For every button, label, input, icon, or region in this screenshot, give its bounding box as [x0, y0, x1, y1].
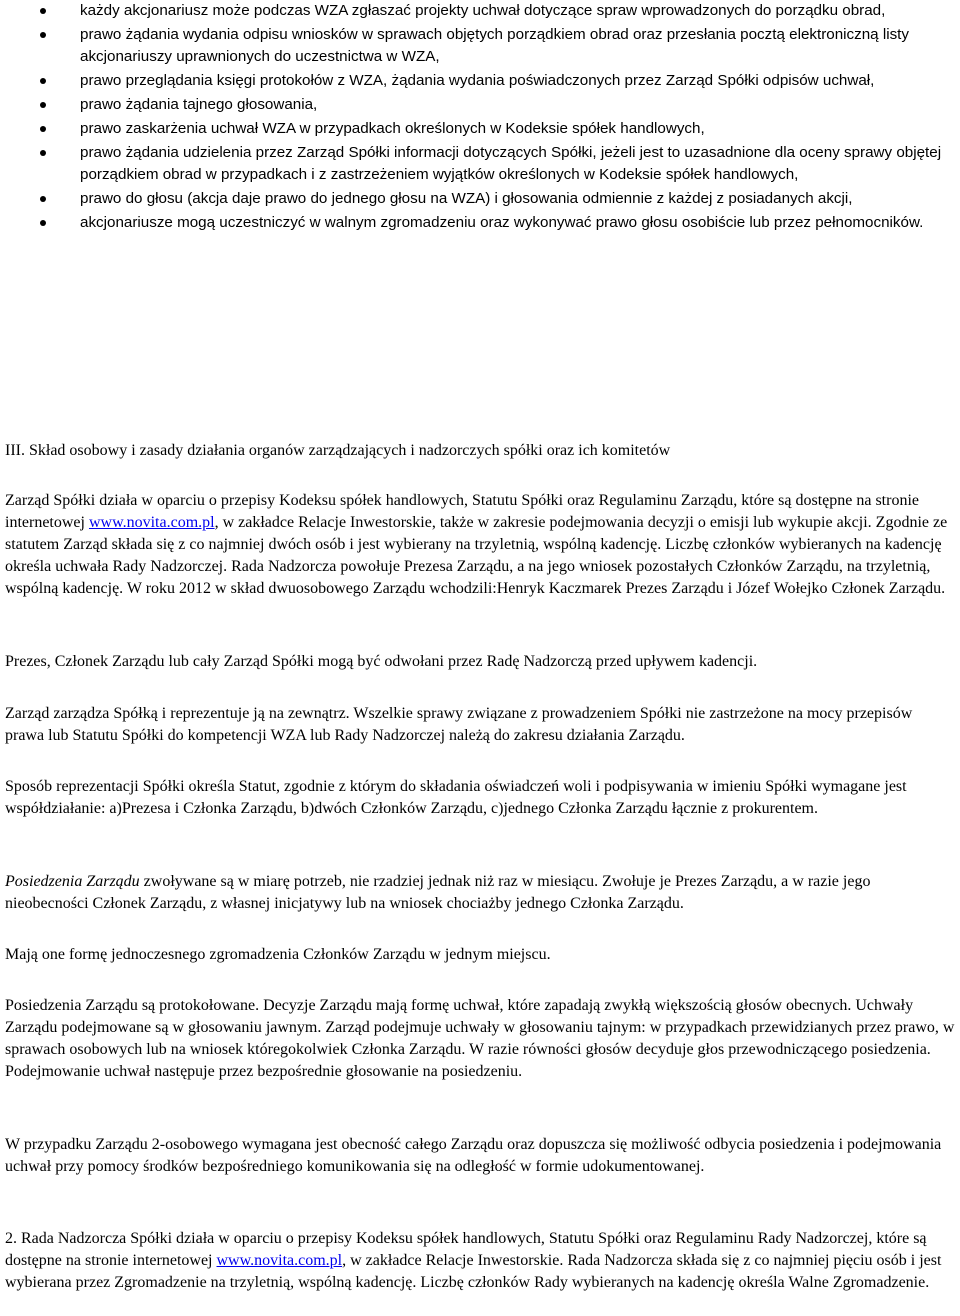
bullet-icon [40, 32, 46, 38]
list-item-text: prawo żądania udzielenia przez Zarząd Spółki informacji dotyczących Spółki, jeżeli jest to uzasadnione dla oceny sprawy objętej porządkiem obrad w przypadkach i z zastrzeżeniem wyjątków określonych w Kodeksie spółek handlowych, [80, 144, 942, 183]
list-item [0, 24, 960, 68]
bullet-icon [40, 220, 46, 226]
list-item-text: prawo zaskarżenia uchwał WZA w przypadkach określonych w Kodeksie spółek handlowych, [80, 120, 705, 137]
paragraph-two-person-board: W przypadku Zarządu 2-osobowego wymagana jest obecność całego Zarządu oraz dopuszcza się możliwość odbycia posiedzenia i podejmowania uchwał przy pomocy środków bezpośredniego komunikowania się na odległość w formie udokumentowanej. [5, 1136, 942, 1175]
section-heading: III. Skład osobowy i zasady działania organów zarządzających i nadzorczych spółki oraz ich komitetów [5, 442, 671, 459]
bullet-icon [40, 8, 46, 14]
paragraph-supervisory-board [5, 1228, 955, 1294]
italic-term: Posiedzenia Zarządu [5, 873, 140, 890]
paragraph-dismissal: Prezes, Członek Zarządu lub cały Zarząd Spółki mogą być odwołani przez Radę Nadzorczą przed upływem kadencji. [5, 653, 758, 670]
list-item-text: prawo do głosu (akcja daje prawo do jednego głosu na WZA) i głosowania odmiennie z każdej z posiadanych akcji, [80, 190, 853, 207]
list-item-text: prawo żądania wydania odpisu wniosków w sprawach objętych porządkiem obrad oraz przesłania pocztą elektroniczną listy akcjonariuszy uprawnionych do uczestnictwa w WZA, [80, 26, 909, 65]
paragraph-text: 2. Rada Nadzorcza Spółki działa w oparciu o przepisy Kodeksu spółek handlowych, Statutu Spółki oraz Regulaminu Rady Nadzorczej, które są dostępne na stronie internetowej [5, 1230, 927, 1269]
list-item [0, 212, 960, 234]
list-item [0, 94, 960, 116]
paragraph-text: , w zakładce Relacje Inwestorskie, także w zakresie podejmowania decyzji o emisji lub wykupie akcji. Zgodnie ze statutem Zarząd składa się z co najmniej dwóch osób i jest wybierany na trzyletnią, wspólną kadencję. Liczbę członków wybieranych na kadencję określa uchwała Rady Nadzorczej. Rada Nadzorcza powołuje Prezesa Zarządu, a na jego wniosek pozostałych Członków Zarządu, na trzyletnią, wspólną kadencję. W roku 2012 w skład dwuosobowego Zarządu wchodzili:Henryk Kaczmarek Prezes Zarządu i Józef Wołejko Członek Zarządu. [5, 514, 948, 597]
website-link[interactable]: www.novita.com.pl [216, 1252, 343, 1269]
bullet-icon [40, 102, 46, 108]
shareholder-rights-list [0, 0, 960, 236]
paragraph-text: , w zakładce Relacje Inwestorskie. Rada Nadzorcza składa się z co najmniej pięciu osób i jest wybierana przez Zgromadzenie na trzyletnią, wspólną kadencję. Liczbę członków Rady wybieranych na kadencję określa Walne Zgromadzenie. [5, 1252, 942, 1291]
paragraph-text: zwoływane są w miarę potrzeb, nie rzadziej jednak niż raz w miesiącu. Zwołuje je Prezes Zarządu, a w razie jego nieobecności Członek Zarządu, z własnej inicjatywy lub na wniosek chociażby jednego Członka Zarządu. [5, 873, 871, 912]
website-link[interactable]: www.novita.com.pl [88, 514, 215, 531]
list-item [0, 188, 960, 210]
bullet-icon [40, 196, 46, 202]
paragraph-meeting-form: Mają one formę jednoczesnego zgromadzenia Członków Zarządu w jednym miejscu. [5, 946, 551, 963]
list-item [0, 70, 960, 92]
bullet-icon [40, 78, 46, 84]
bullet-icon [40, 126, 46, 132]
bullet-icon [40, 150, 46, 156]
list-item-text: akcjonariusze mogą uczestniczyć w walnym zgromadzeniu oraz wykonywać prawo głosu osobiście lub przez pełnomocników. [80, 214, 924, 231]
list-item [0, 142, 960, 186]
paragraph-resolutions: Posiedzenia Zarządu są protokołowane. Decyzje Zarządu mają formę uchwał, które zapadają zwykłą większością głosów obecnych. Uchwały Zarządu podejmowane są w głosowaniu jawnym. Zarząd podejmuje uchwały w głosowaniu tajnym: w przypadkach przewidzianych przez prawo, w sprawach osobowych lub na wniosek któregokolwiek Członka Zarządu. W razie równości głosów decyduje głos przewodniczącego posiedzenia. Podejmowanie uchwał następuje przez bezpośrednie głosowanie na posiedzeniu. [5, 997, 955, 1080]
list-item-text: każdy akcjonariusz może podczas WZA zgłaszać projekty uchwał dotyczące spraw wprowadzonych do porządku obrad, [80, 2, 886, 19]
list-item-text: prawo żądania tajnego głosowania, [80, 96, 318, 113]
paragraph-representation: Sposób reprezentacji Spółki określa Statut, zgodnie z którym do składania oświadczeń woli i podpisywania w imieniu Spółki wymagane jest współdziałanie: a)Prezesa i Członka Zarządu, b)dwóch Członków Zarządu, c)jednego Członka Zarządu łącznie z prokurentem. [5, 778, 907, 817]
paragraph-management-scope: Zarząd zarządza Spółką i reprezentuje ją na zewnątrz. Wszelkie sprawy związane z prowadzeniem Spółki nie zastrzeżone na mocy przepisów prawa lub Statutu Spółki do kompetencji WZA lub Rady Nadzorczej należą do zakresu działania Zarządu. [5, 705, 913, 744]
list-item [0, 118, 960, 140]
paragraph-board-meetings [5, 871, 955, 915]
paragraph-text: Zarząd Spółki działa w oparciu o przepisy Kodeksu spółek handlowych, Statutu Spółki oraz Regulaminu Zarządu, które są dostępne na stronie internetowej [5, 492, 919, 531]
list-item [0, 0, 960, 22]
list-item-text: prawo przeglądania księgi protokołów z WZA, żądania wydania poświadczonych przez Zarząd Spółki odpisów uchwał, [80, 72, 875, 89]
paragraph-management-board [5, 490, 955, 600]
